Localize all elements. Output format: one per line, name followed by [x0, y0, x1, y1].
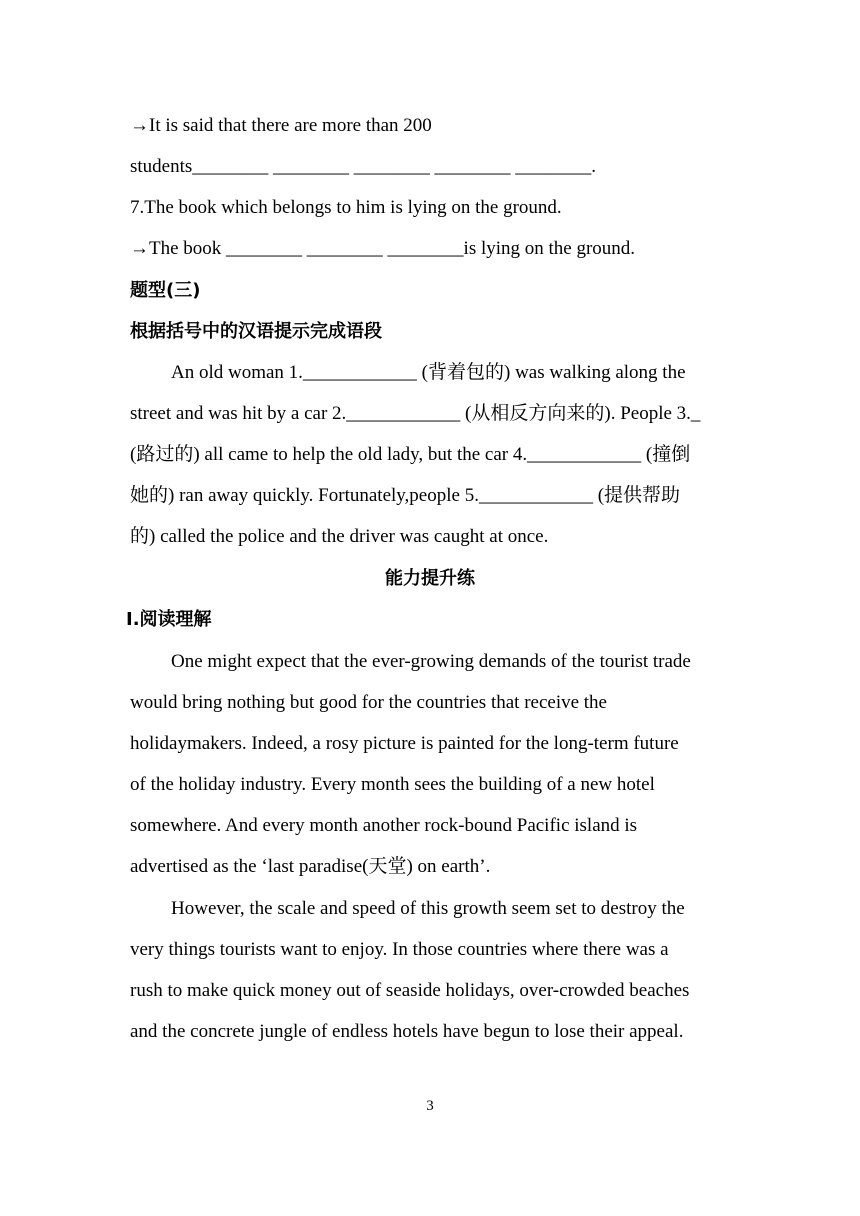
paragraph-line: street and was hit by a car 2.____________ (从相反方向来的). People 3._	[130, 403, 701, 424]
text-line-students-blanks: students________ ________ ________ ________ ________.	[130, 156, 597, 177]
section-title-ability: 能力提升练	[385, 568, 475, 589]
paragraph-line: An old woman 1.____________ (背着包的) was walking along the	[171, 362, 686, 383]
section-heading-type-3: 题型(三)	[130, 280, 201, 301]
passage-line: rush to make quick money out of seaside holidays, over-crowded beaches	[130, 980, 690, 1001]
passage-line: advertised as the ‘last paradise(天堂) on earth’.	[130, 856, 491, 877]
passage-line: very things tourists want to enjoy. In those countries where there was a	[130, 939, 669, 960]
paragraph-line: 她的) ran away quickly. Fortunately,people 5.____________ (提供帮助	[130, 485, 681, 506]
passage-line: would bring nothing but good for the countries that receive the	[130, 692, 607, 713]
passage-line: of the holiday industry. Every month sees the building of a new hotel	[130, 774, 655, 795]
page-number: 3	[426, 1098, 434, 1114]
passage-line: and the concrete jungle of endless hotels have begun to lose their appeal.	[130, 1021, 684, 1042]
passage-line: holidaymakers. Indeed, a rosy picture is painted for the long-term future	[130, 733, 679, 754]
section-heading-reading: Ⅰ.阅读理解	[126, 609, 212, 630]
paragraph-line: 的) called the police and the driver was caught at once.	[130, 526, 549, 547]
text-line-item-7: 7.The book which belongs to him is lying on the ground.	[130, 197, 562, 218]
paragraph-line: (路过的) all came to help the old lady, but the car 4.____________ (撞倒	[130, 444, 691, 465]
passage-line: However, the scale and speed of this growth seem set to destroy the	[171, 898, 685, 919]
section-instruction: 根据括号中的汉语提示完成语段	[130, 321, 382, 342]
passage-line: One might expect that the ever-growing demands of the tourist trade	[171, 651, 691, 672]
passage-line: somewhere. And every month another rock-bound Pacific island is	[130, 815, 638, 836]
text-line-transform-7: →The book ________ ________ ________is lying on the ground.	[130, 238, 636, 259]
text-line-transform-6: →It is said that there are more than 200	[130, 115, 432, 136]
